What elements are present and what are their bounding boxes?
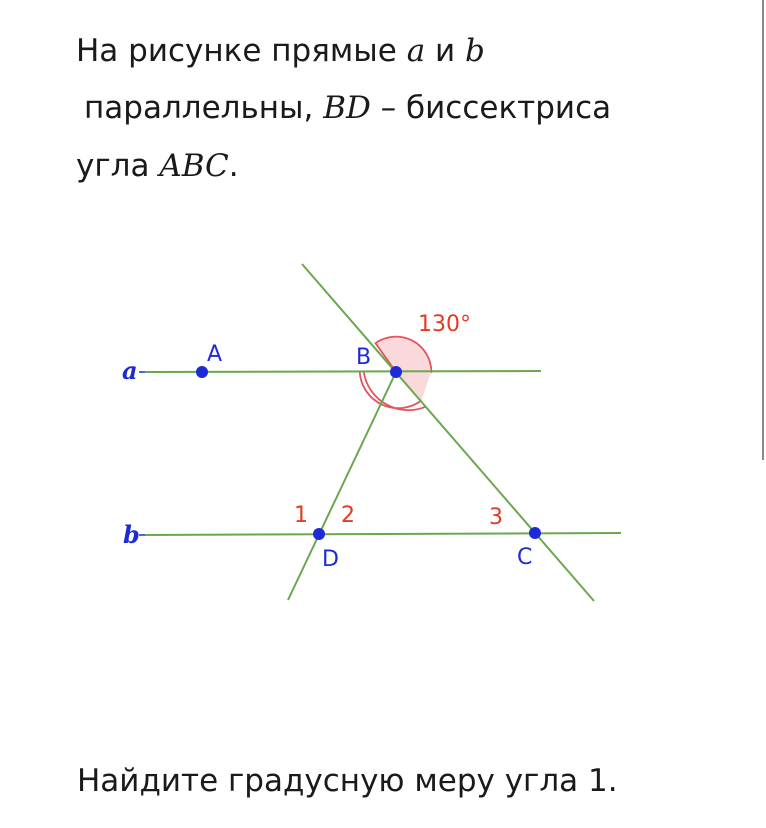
point-b-label: B [356, 345, 372, 370]
point-b [390, 366, 402, 378]
problem-text: – биссектриса [370, 90, 612, 126]
problem-text: угла [76, 148, 160, 184]
angle-1-label: 1 [294, 503, 308, 528]
angle-130-marker [376, 337, 432, 372]
line-b-label: b [123, 520, 140, 549]
point-d-label: D [322, 547, 339, 572]
line-b [145, 533, 621, 535]
problem-text: На рисунке прямые [76, 33, 407, 69]
point-a [196, 366, 208, 378]
problem-text: . [228, 148, 239, 184]
question-text: Найдите градусную меру угла 1. [77, 763, 618, 799]
angle-abc-symbol: ABC [159, 148, 229, 184]
angle-2-label: 2 [341, 503, 355, 528]
problem-text: и [425, 33, 466, 69]
line-b-symbol: b [465, 33, 485, 69]
line-a-symbol: a [406, 33, 426, 69]
angle-abc-marker [396, 372, 431, 400]
point-d [313, 528, 325, 540]
point-c-label: C [517, 545, 533, 570]
bisector-bd [288, 372, 396, 600]
line-a-label: a [122, 356, 138, 385]
point-a-label: A [207, 342, 223, 367]
point-c [529, 527, 541, 539]
angle-130-label: 130° [418, 312, 471, 337]
problem-text: параллельны, [84, 90, 324, 126]
angle-3-label: 3 [489, 505, 503, 530]
segment-bd-symbol: BD [323, 90, 371, 126]
